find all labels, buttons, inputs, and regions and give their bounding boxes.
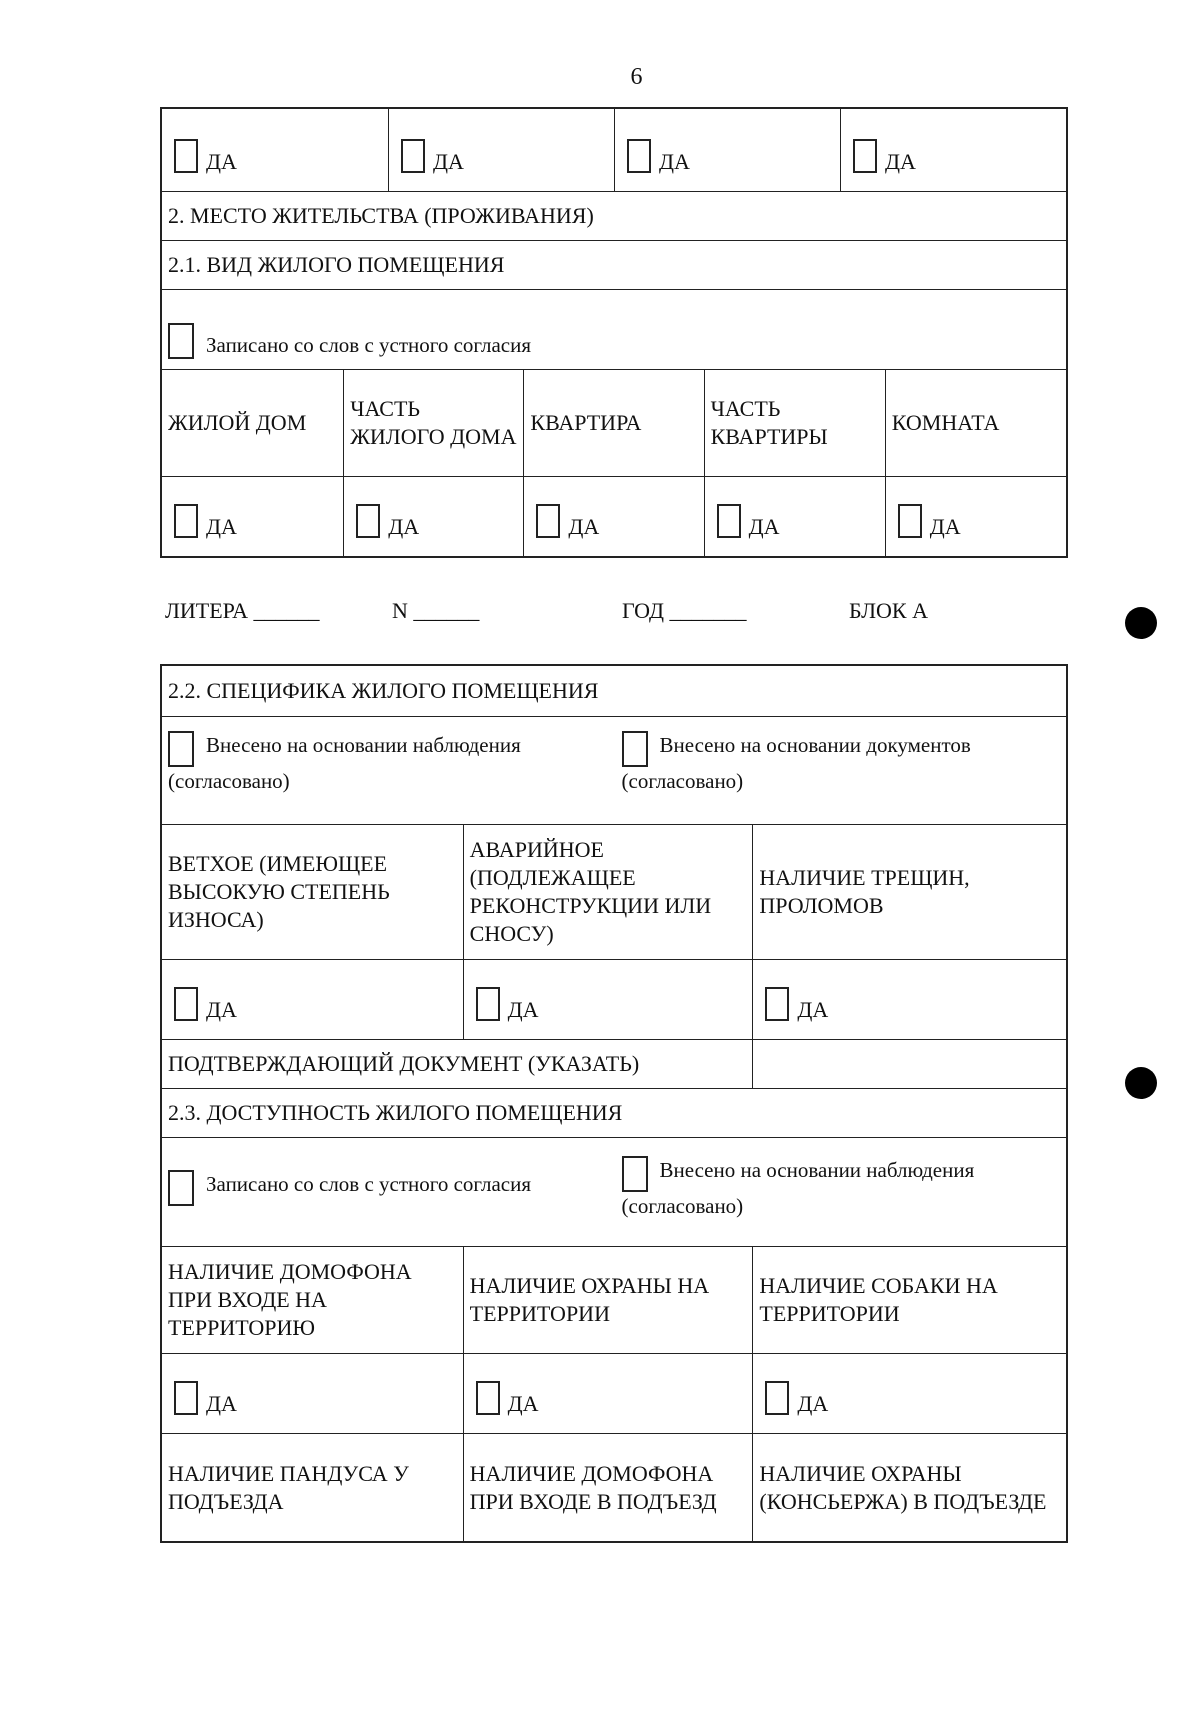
header-house: ЖИЛОЙ ДОМ xyxy=(168,410,307,435)
header-intercom-territory: НАЛИЧИЕ ДОМОФОНА ПРИ ВХОДЕ НА ТЕРРИТОРИЮ xyxy=(168,1259,412,1340)
checkbox[interactable] xyxy=(168,1170,194,1206)
s23-option-observation xyxy=(622,1156,1042,1220)
checkbox[interactable] xyxy=(765,1381,789,1415)
yes-cell xyxy=(343,477,523,556)
option-label: Внесено на основании наблюдения xyxy=(659,1158,975,1182)
s23-option-verbal xyxy=(168,1156,616,1206)
checkbox[interactable] xyxy=(174,504,198,538)
section-2-title: 2. МЕСТО ЖИТЕЛЬСТВА (ПРОЖИВАНИЯ) xyxy=(168,203,594,228)
block-label: БЛОК А xyxy=(849,598,928,623)
s22-option-documents xyxy=(622,731,1042,795)
header-concierge-entrance: НАЛИЧИЕ ОХРАНЫ (КОНСЬЕРЖА) В ПОДЪЕЗДЕ xyxy=(752,1434,1066,1541)
option-sub-label: (согласовано) xyxy=(621,1194,744,1218)
yes-cell xyxy=(704,477,885,556)
checkbox[interactable] xyxy=(356,504,380,538)
checkbox[interactable] xyxy=(536,504,560,538)
s21-header-row xyxy=(162,369,1066,476)
checkbox[interactable] xyxy=(476,1381,500,1415)
top-yes-row xyxy=(162,109,1066,191)
yes-label: ДА xyxy=(568,514,600,539)
yes-cell xyxy=(885,477,1066,556)
option-label: Записано со слов с устного согласия xyxy=(206,333,531,357)
s23-yes-row xyxy=(162,1353,1066,1433)
option-sub-label: (согласовано) xyxy=(168,769,290,793)
s21-option xyxy=(162,290,1066,369)
checkbox[interactable] xyxy=(168,731,194,767)
yes-cell xyxy=(162,960,463,1039)
header-security-territory: НАЛИЧИЕ ОХРАНЫ НА ТЕРРИТОРИИ xyxy=(463,1247,753,1353)
bullet-dot xyxy=(1125,607,1157,639)
section-23-title: 2.3. ДОСТУПНОСТЬ ЖИЛОГО ПОМЕЩЕНИЯ xyxy=(168,1100,623,1125)
yes-label: ДА xyxy=(748,514,780,539)
checkbox[interactable] xyxy=(898,504,922,538)
checkbox[interactable] xyxy=(765,987,789,1021)
s23-header-row-1 xyxy=(162,1246,1066,1353)
header-cracks: НАЛИЧИЕ ТРЕЩИН, ПРОЛОМОВ xyxy=(752,825,1066,959)
yes-label: ДА xyxy=(507,1391,539,1416)
s21-yes-row xyxy=(162,476,1066,556)
yes-label: ДА xyxy=(206,149,237,174)
yes-cell xyxy=(752,1354,1066,1433)
header-ramp-entrance: НАЛИЧИЕ ПАНДУСА У ПОДЪЕЗДА xyxy=(168,1460,409,1514)
section-21-title: 2.1. ВИД ЖИЛОГО ПОМЕЩЕНИЯ xyxy=(168,252,505,277)
litera-field[interactable]: ЛИТЕРА ______ xyxy=(165,598,320,623)
checkbox[interactable] xyxy=(174,139,198,173)
yes-label: ДА xyxy=(797,997,829,1022)
yes-cell xyxy=(388,109,614,191)
checkbox[interactable] xyxy=(622,731,648,767)
header-dilapidated: ВЕТХОЕ (ИМЕЮЩЕЕ ВЫСОКУЮ СТЕПЕНЬ ИЗНОСА) xyxy=(168,851,390,932)
header-dog-territory: НАЛИЧИЕ СОБАКИ НА ТЕРРИТОРИИ xyxy=(752,1247,1066,1353)
s22-options-row xyxy=(162,716,1066,824)
residence-table xyxy=(160,107,1068,558)
specifics-table xyxy=(160,664,1068,1543)
checkbox[interactable] xyxy=(174,987,198,1021)
option-label: Записано со слов с устного согласия xyxy=(206,1172,531,1196)
checkbox[interactable] xyxy=(717,504,741,538)
n-field[interactable]: N ______ xyxy=(392,598,480,623)
section-22-title: 2.2. СПЕЦИФИКА ЖИЛОГО ПОМЕЩЕНИЯ xyxy=(168,678,599,703)
yes-cell xyxy=(523,477,703,556)
header-part-apartment: ЧАСТЬ КВАРТИРЫ xyxy=(704,370,885,476)
s23-options-row xyxy=(162,1137,1066,1246)
header-apartment: КВАРТИРА xyxy=(523,370,703,476)
yes-label: ДА xyxy=(929,514,961,539)
yes-cell xyxy=(162,477,343,556)
bullet-dot xyxy=(1125,1067,1157,1099)
s22-yes-row xyxy=(162,959,1066,1039)
yes-cell xyxy=(614,109,840,191)
yes-cell xyxy=(463,1354,753,1433)
s22-option-observation xyxy=(168,731,616,795)
yes-cell xyxy=(162,1354,463,1433)
header-room: КОМНАТА xyxy=(885,370,1066,476)
header-emergency: АВАРИЙНОЕ (ПОДЛЕЖАЩЕЕ РЕКОНСТРУКЦИИ ИЛИ СНОСУ) xyxy=(463,825,753,959)
yes-label: ДА xyxy=(507,997,539,1022)
header-intercom-entrance: НАЛИЧИЕ ДОМОФОНА ПРИ ВХОДЕ В ПОДЪЕЗД xyxy=(463,1434,753,1541)
checkbox[interactable] xyxy=(476,987,500,1021)
year-field[interactable]: ГОД _______ xyxy=(622,598,747,623)
s23-header-row-2 xyxy=(162,1433,1066,1541)
s22-header-row xyxy=(162,824,1066,959)
doc-row xyxy=(162,1039,1066,1088)
yes-cell xyxy=(840,109,1066,191)
option-sub-label: (согласовано) xyxy=(621,769,744,793)
checkbox[interactable] xyxy=(168,323,194,359)
header-part-house: ЧАСТЬ ЖИЛОГО ДОМА xyxy=(343,370,523,476)
yes-label: ДА xyxy=(659,149,690,174)
yes-label: ДА xyxy=(433,149,464,174)
yes-label: ДА xyxy=(206,514,237,539)
checkbox[interactable] xyxy=(401,139,425,173)
yes-cell xyxy=(162,109,388,191)
doc-label: ПОДТВЕРЖДАЮЩИЙ ДОКУМЕНТ (УКАЗАТЬ) xyxy=(168,1051,640,1076)
page-number: 6 xyxy=(630,64,643,90)
yes-label: ДА xyxy=(206,997,237,1022)
yes-label: ДА xyxy=(388,514,420,539)
yes-label: ДА xyxy=(797,1391,829,1416)
doc-input[interactable] xyxy=(752,1040,1066,1088)
yes-cell xyxy=(752,960,1066,1039)
option-label: Внесено на основании наблюдения xyxy=(206,733,521,757)
checkbox[interactable] xyxy=(853,139,877,173)
checkbox[interactable] xyxy=(174,1381,198,1415)
option-label: Внесено на основании документов xyxy=(659,733,971,757)
yes-cell xyxy=(463,960,753,1039)
yes-label: ДА xyxy=(885,149,916,174)
checkbox[interactable] xyxy=(622,1156,648,1192)
checkbox[interactable] xyxy=(627,139,651,173)
yes-label: ДА xyxy=(206,1391,237,1416)
